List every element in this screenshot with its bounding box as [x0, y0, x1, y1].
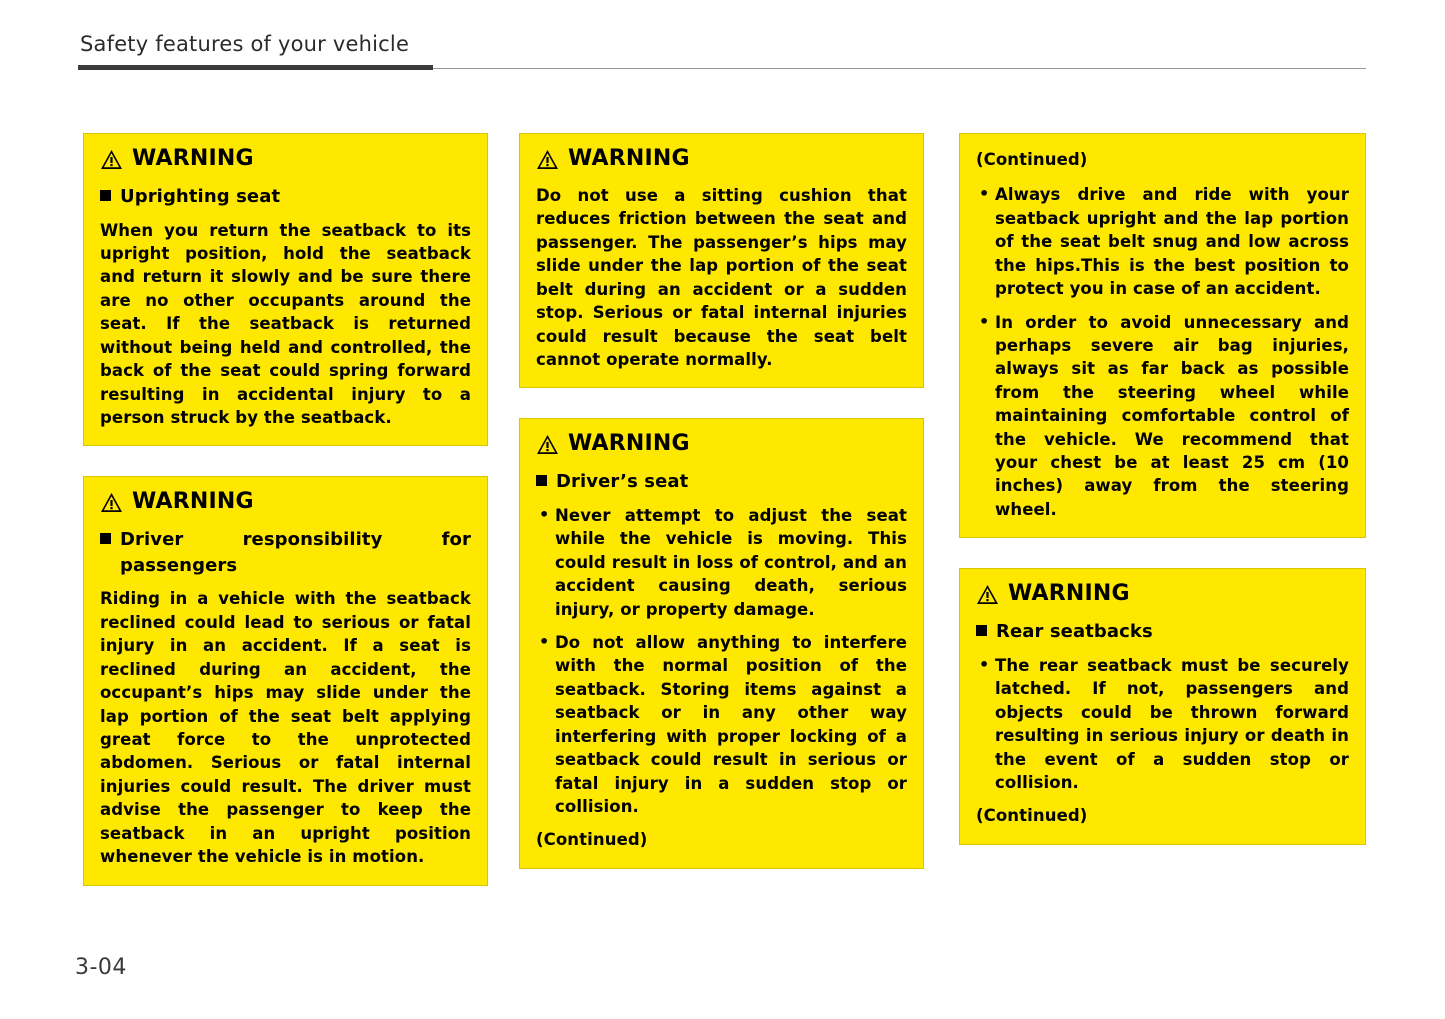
warning-header [976, 583, 1349, 605]
warning-label: WARNING [568, 146, 690, 171]
subsection-heading-text: Driver’s seat [556, 471, 689, 493]
column-2 [519, 133, 924, 899]
warning-label: WARNING [132, 146, 254, 171]
warning-triangle-icon [536, 149, 559, 170]
page-header [78, 34, 1366, 74]
warning-paragraph: Riding in a vehicle with the seatback reclined could lead to serious or fatal injury in an accident. If a seat is reclined during an accident, the occupant’s hips may slide under the lap portion of the seat belt applying great force to the unprotected abdomen. Serious or fatal internal injuries could result. The driver must advise the passenger to keep the seatback in an upright position whenever the vehicle is in motion. [100, 589, 471, 867]
warning-box-rear-seatbacks [959, 568, 1366, 845]
warning-header [536, 433, 907, 455]
subsection-heading [976, 619, 1349, 645]
warning-header [100, 491, 471, 513]
warning-paragraph: Do not use a sitting cushion that reduces friction between the seat and passenger. The passenger’s hips may slide under the lap portion of the seat belt during an accident or a sudden stop. Serious or fatal internal injuries could result because the seat belt cannot operate normally. [536, 186, 907, 369]
subsection-heading-text: Uprighting seat [120, 186, 281, 207]
warning-triangle-icon [976, 584, 999, 605]
warning-header [100, 148, 471, 170]
page-title: Safety features of your vehicle [80, 32, 410, 56]
subsection-heading [100, 184, 471, 210]
warning-box-drivers-seat [519, 418, 924, 868]
list-item: • The rear seatback must be securely latched. If not, passengers and objects could be thrown forward resulting in serious injury or death in the event of a sudden stop or collision. [976, 654, 1349, 795]
subsection-heading [536, 469, 907, 495]
warning-triangle-icon [100, 492, 123, 513]
continued-box-seatback-upright [959, 133, 1366, 538]
warning-header [536, 148, 907, 170]
list-item: • Always drive and ride with your seatback upright and the lap portion of the seat belt snug and low across the hips.This is the best position to protect you in case of an accident. [976, 183, 1349, 300]
square-bullet-icon [100, 190, 111, 201]
page-number: 3-04 [75, 955, 127, 980]
warning-bullet-list [536, 504, 907, 818]
continued-label: (Continued) [976, 806, 1088, 826]
warning-paragraph: When you return the seatback to its upright position, hold the seatback and return it slowly and be sure there are no other occupants around the seat. If the seatback is returned without being held and controlled, the back of the seat could spring forward resulting in accidental injury to a person struck by the seatback. [100, 220, 471, 427]
subsection-heading [100, 527, 471, 578]
header-rule-thin [433, 68, 1366, 69]
warning-box-uprighting-seat [83, 133, 488, 446]
warning-triangle-icon [100, 149, 123, 170]
square-bullet-icon [976, 625, 987, 636]
list-item: • Never attempt to adjust the seat while the vehicle is moving. This could result in loss of control, and an accident causing death, serious injury, or property damage. [536, 504, 907, 621]
warning-bullet-list [976, 654, 1349, 795]
continued-label: (Continued) [536, 830, 648, 850]
warning-bullet-list [976, 183, 1349, 521]
warning-label: WARNING [568, 431, 690, 457]
square-bullet-icon [536, 475, 547, 486]
warning-box-sitting-cushion [519, 133, 924, 388]
column-3 [959, 133, 1366, 875]
subsection-heading-text: Rear seatbacks [996, 621, 1153, 643]
square-bullet-icon [100, 533, 111, 544]
warning-label: WARNING [1008, 581, 1130, 607]
warning-label: WARNING [132, 489, 254, 515]
list-item: • In order to avoid unnecessary and perhaps severe air bag injuries, always sit as far back as possible from the steering wheel while maintaining comfortable control of the vehicle. We recommend that your chest be at least 25 cm (10 inches) away from the steering wheel. [976, 311, 1349, 522]
warning-triangle-icon [536, 434, 559, 455]
column-1 [83, 133, 488, 916]
warning-box-driver-responsibility [83, 476, 488, 885]
subsection-heading-text: Driver responsibility for passengers [120, 529, 471, 576]
continued-label: (Continued) [976, 150, 1088, 169]
list-item: • Do not allow anything to interfere with the normal position of the seatback. Storing items against a seatback or in any other way interfering with proper locking of a seatback could result in serious or fatal injury in a sudden stop or collision. [536, 631, 907, 818]
header-rule-thick [78, 65, 433, 70]
